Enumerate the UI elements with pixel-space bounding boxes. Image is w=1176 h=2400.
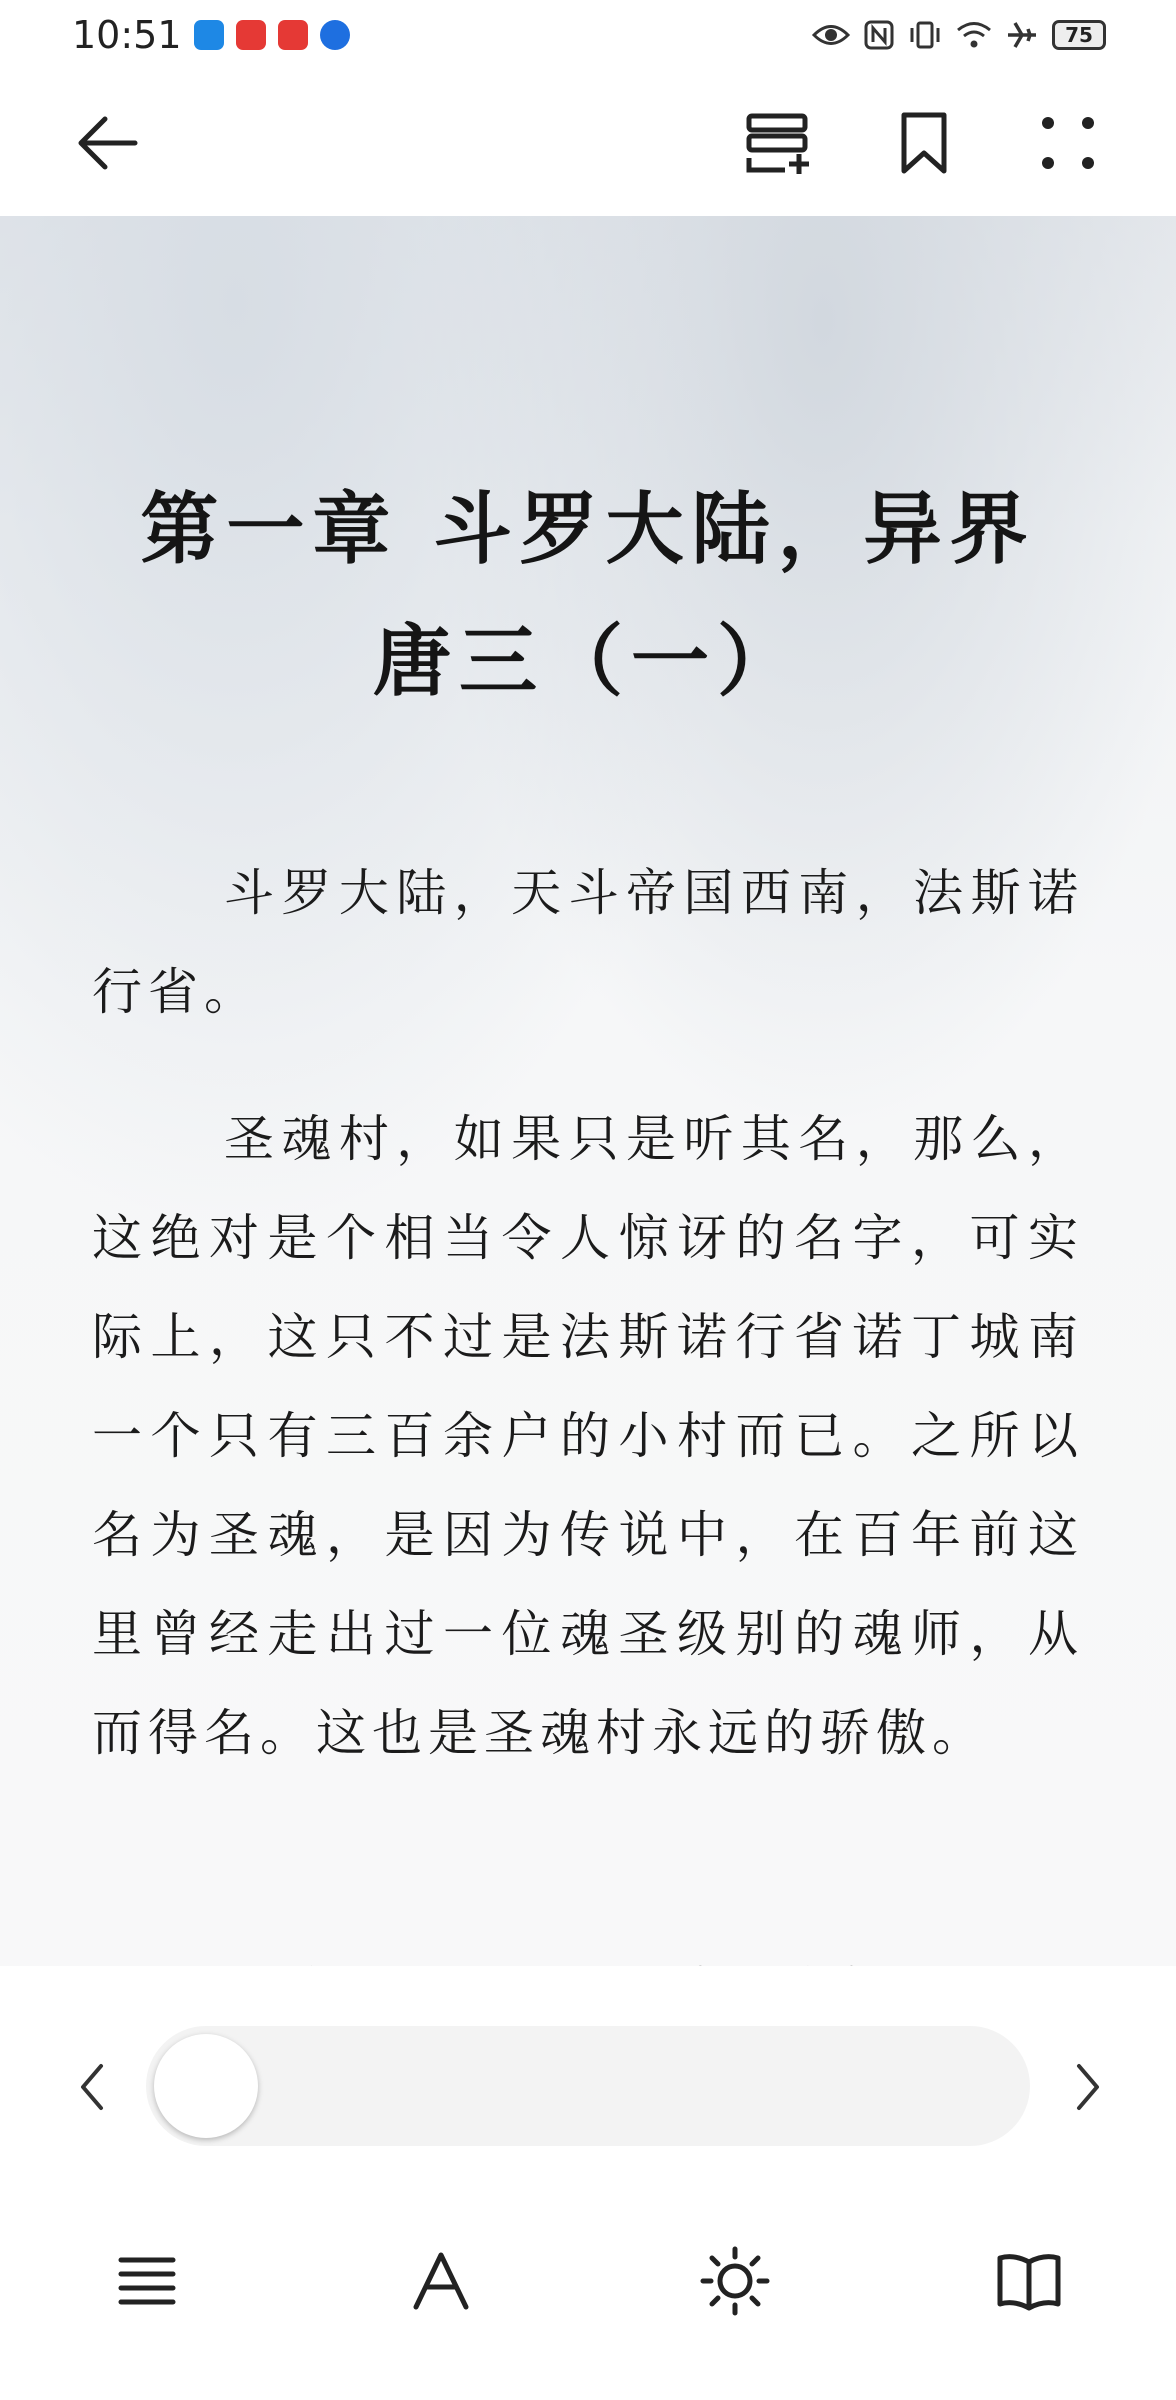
brightness-button[interactable] — [690, 2236, 780, 2326]
add-to-shelf-icon — [745, 112, 815, 174]
vibrate-icon — [908, 20, 942, 50]
reader-toolbar — [0, 2226, 1176, 2336]
back-button[interactable] — [70, 105, 146, 181]
progress-thumb[interactable] — [154, 2034, 258, 2138]
clock: 10:51 — [72, 13, 182, 57]
weather-app-icon — [194, 20, 224, 50]
chevron-right-icon — [1073, 2062, 1103, 2112]
battery-indicator: 75 — [1052, 20, 1106, 50]
brightness-icon — [700, 2246, 770, 2316]
chapter-title: 第一章 斗罗大陆，异界唐三（一） — [140, 484, 1036, 707]
book-mode-button[interactable] — [984, 2236, 1074, 2326]
airplane-icon — [1006, 20, 1038, 50]
font-settings-button[interactable] — [396, 2236, 486, 2326]
bookmark-icon — [899, 111, 949, 175]
arrow-left-icon — [75, 113, 141, 173]
eye-icon — [812, 22, 850, 48]
chapter-progress-row — [0, 2026, 1176, 2148]
reading-area[interactable] — [0, 216, 1176, 1966]
chevron-left-icon — [77, 2062, 107, 2112]
paragraph-2: 圣魂村，如果只是听其名，那么，这绝对是个相当令人惊讶的名字，可实际上，这只不过是法斯诺行省诺丁城南一个只有三百余户的小村而已。之所以名为圣魂，是因为传说中，在百年前这里曾经走出过一位魂圣级别的魂师，从而得名。这也是圣魂村永远的骄傲。 — [92, 1110, 1084, 1762]
wifi-icon — [956, 21, 992, 49]
red-app-icon-2 — [278, 20, 308, 50]
add-to-shelf-button[interactable] — [742, 105, 818, 181]
next-chapter-button[interactable] — [1058, 2054, 1118, 2120]
more-icon — [1040, 115, 1096, 171]
more-button[interactable] — [1030, 105, 1106, 181]
status-right — [812, 20, 1106, 50]
bottom-control-panel — [0, 1966, 1176, 2400]
catalog-button[interactable] — [102, 2236, 192, 2326]
bookmark-button[interactable] — [886, 105, 962, 181]
top-app-bar — [0, 70, 1176, 216]
globe-app-icon — [320, 20, 350, 50]
status-bar — [0, 0, 1176, 70]
paragraph-1: 斗罗大陆，天斗帝国西南，法斯诺行省。 — [92, 864, 1084, 1021]
status-left — [72, 13, 350, 57]
nfc-icon — [864, 20, 894, 50]
book-mode-icon — [996, 2252, 1062, 2310]
progress-slider[interactable] — [146, 2026, 1030, 2146]
font-icon — [412, 2251, 470, 2311]
catalog-icon — [117, 2254, 177, 2308]
prev-chapter-button[interactable] — [62, 2054, 122, 2120]
red-app-icon — [236, 20, 266, 50]
